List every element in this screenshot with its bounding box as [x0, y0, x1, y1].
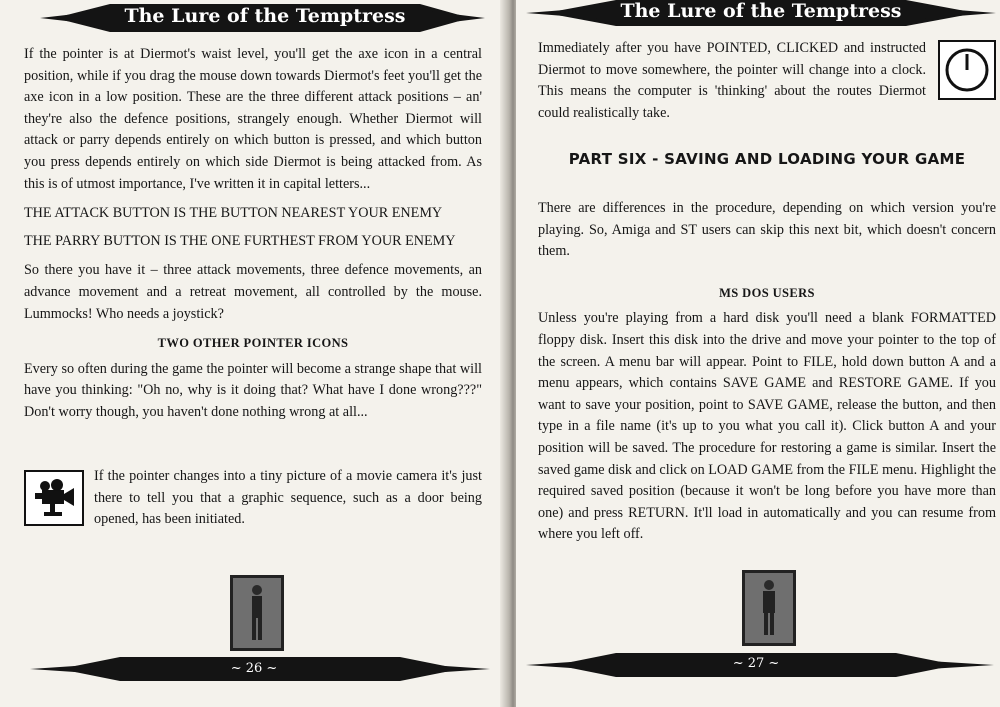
- paragraph: Unless you're playing from a hard disk you'll need a blank FORMATTED floppy disk. Insert this disk into the drive and move your pointer to the top of the screen. A menu bar will appear. Point to FILE, hold down button A and a menu appears, which contains SAVE GAME and RESTORE GAME. If you want to save your position, point to SAVE GAME, release the button, and then type in a file name (it's up to you what you call it). Click button A and your position will be saved. The procedure for restoring a game is similar. Insert the saved game disk and click on LOAD GAME from the FILE menu. Highlight the required saved position (because it won't be long before you have more than one) and press RETURN. It'll load in automatically and you can resume from where you left off.: [538, 310, 996, 543]
- camera-caption: [94, 466, 482, 539]
- caps-line: THE ATTACK BUTTON IS THE BUTTON NEAREST YOUR ENEMY: [24, 205, 443, 222]
- paragraph: There are differences in the procedure, depending on which version you're playing. So, Amiga and ST users can skip this next bit, which doesn't concern them.: [538, 200, 996, 260]
- page-title: The Lure of the Temptress: [124, 5, 406, 27]
- paragraph: Every so often during the game the pointer will become a strange shape that will have you thinking: "Oh no, why is it doing that? What have I done wrong???" Don't worry though, you haven't done nothing wrong at all...: [24, 360, 482, 420]
- right-page: [516, 0, 1000, 707]
- clock-icon: [938, 40, 996, 100]
- paragraph: If the pointer is at Diermot's waist level, you'll get the axe icon in a central position, while if you drag the mouse down towards Diermot's feet you'll get the axe icon in a low position. These are the three different attack positions – an' they're also the defence positions, strangely enough. Whether Diermot will attack or parry depends entirely on which button is pressed, and which button you press depends entirely on which side Diermot is being attacked from. As this is of utmost importance, I've written it in capital letters...: [24, 46, 482, 192]
- paragraph: If the pointer changes into a tiny picture of a movie camera it's just there to tell you that a graphic sequence, such as a door being opened, has been initiated.: [94, 468, 482, 528]
- paragraph: So there you have it – three attack movements, three defence movements, an advance movement and a retreat movement, all controlled by the mouse. Lummocks! Who needs a joystick?: [24, 262, 482, 322]
- right-body: [538, 198, 996, 554]
- page-number: ~ 27 ~: [732, 656, 780, 671]
- page-number: ~ 26 ~: [230, 661, 278, 676]
- character-figure: [230, 575, 284, 651]
- section-heading: PART SIX - SAVING AND LOADING YOUR GAME: [568, 150, 966, 168]
- paragraph: Immediately after you have POINTED, CLICKED and instructed Diermot to move somewhere, the pointer will change into a clock. This means the computer is 'thinking' about the routes Diermot could realistically take.: [538, 40, 926, 121]
- subheading: TWO OTHER POINTER ICONS: [157, 336, 349, 351]
- character-figure: [742, 570, 796, 646]
- subheading: MS DOS USERS: [719, 285, 815, 300]
- left-body: [24, 44, 482, 432]
- caps-line: THE PARRY BUTTON IS THE ONE FURTHEST FROM YOUR ENEMY: [24, 232, 456, 249]
- movie-camera-icon: [24, 470, 84, 526]
- clock-paragraph: [538, 38, 926, 132]
- page-title: The Lure of the Temptress: [620, 0, 902, 22]
